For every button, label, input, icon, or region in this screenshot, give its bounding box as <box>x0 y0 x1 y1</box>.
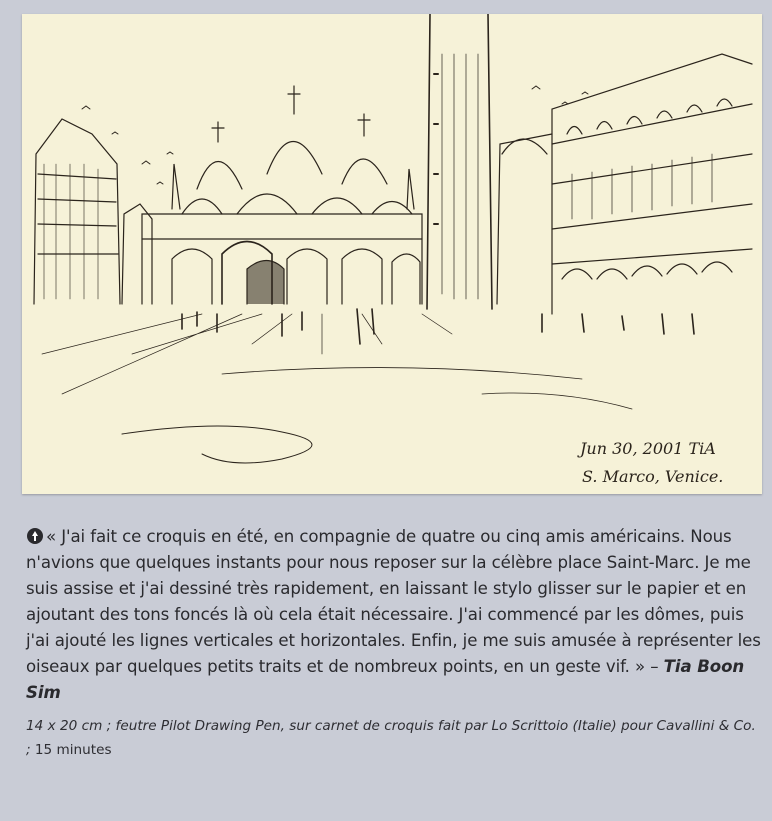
caption-author: Tia Boon Sim <box>26 657 745 702</box>
san-marco-sketch <box>22 14 762 494</box>
caption-quote-text: « J'ai fait ce croquis en été, en compagnie de quatre ou cinq amis américains. Nous n'avions que quelques instants pour nous reposer sur la célèbre place Saint-Marc. Je me suis assise et j'ai dessiné très rapidement, en laissant le stylo glisser sur le papier et en ajoutant des tons foncés là où cela était nécessaire. J'ai commencé par les dômes, puis j'ai ajouté les lignes verticales et horizontales. Enfin, je me suis amusée à représenter les oiseaux par quelques petits traits et de nombreux points, en un geste vif. » <box>26 527 761 676</box>
sketch-signature-place: S. Marco, Venice. <box>582 467 724 486</box>
credits-materials: ; feutre Pilot Drawing Pen, sur carnet de croquis fait par Lo Scrittoio (Italie) pour Cavallini & Co. ; <box>26 718 756 758</box>
credits-duration: 15 minutes <box>34 742 112 758</box>
sketch-image <box>22 14 762 494</box>
caption-author-dash: – <box>645 657 664 676</box>
sketch-signature-date: Jun 30, 2001 TiA <box>580 439 716 458</box>
credits-line <box>26 714 761 762</box>
caption-paragraph <box>26 524 761 706</box>
credits-dimensions: 14 x 20 cm <box>26 718 103 734</box>
quote-marker-icon <box>26 527 44 545</box>
